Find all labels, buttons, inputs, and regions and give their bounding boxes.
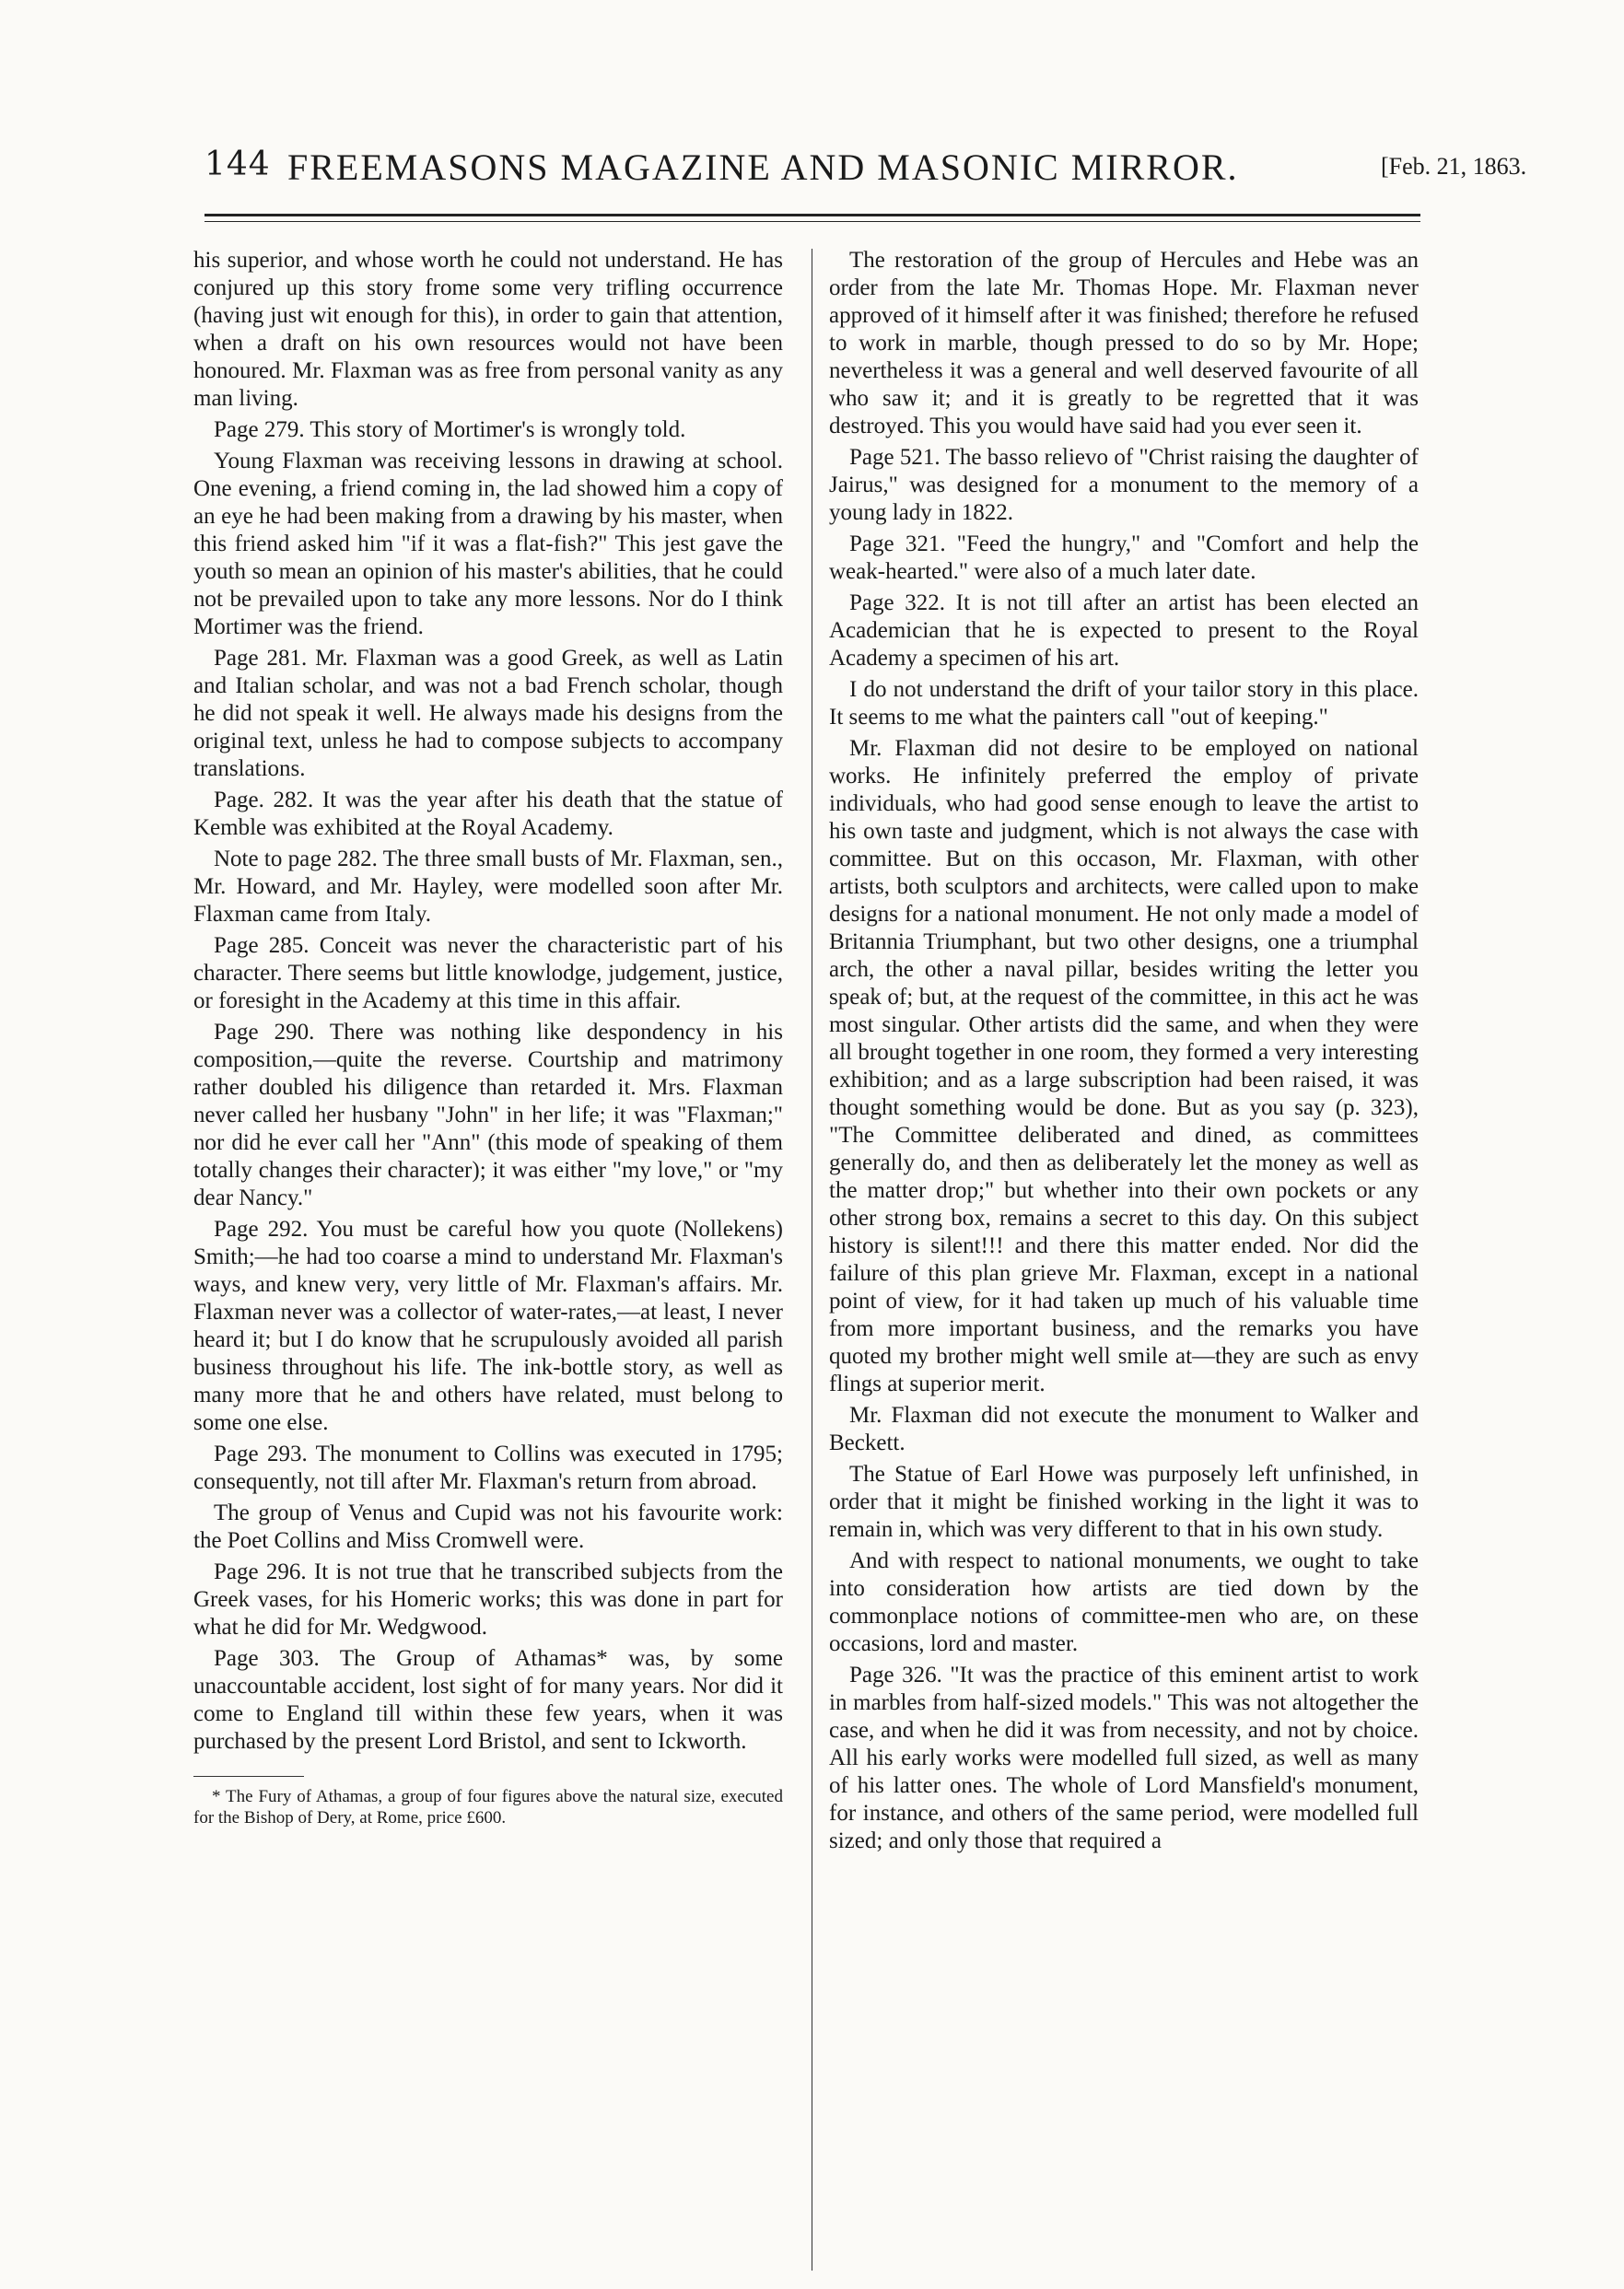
paragraph: The group of Venus and Cupid was not his favourite work: the Poet Collins and Miss Cromwell were.	[193, 1501, 783, 1553]
paragraph: Page 296. It is not true that he transcribed subjects from the Greek vases, for his Homeric works; this was done in part for what he did for Mr. Wedgwood.	[193, 1559, 783, 1640]
paragraph: Page 322. It is not till after an artist has been elected an Academician that he is expected to present to the Royal Academy a specimen of his art.	[829, 590, 1419, 671]
paragraph: Page 281. Mr. Flaxman was a good Greek, as well as Latin and Italian scholar, and was not a bad French scholar, though he did not speak it well. He always made his designs from the original text, unless he had to compose subjects to accompany translations.	[193, 646, 783, 781]
paragraph: Page. 282. It was the year after his death that the statue of Kemble was exhibited at the Royal Academy.	[193, 788, 783, 840]
left-column	[193, 247, 783, 1832]
paragraph: Page 326. "It was the practice of this eminent artist to work in marbles from half-sized models." This was not altogether the case, and when he did it was from necessity, and not by choice. All his early works were modelled full sized, as well as many of his latter ones. The whole of Lord Mansfield's monument, for instance, and others of the same period, were modelled full sized; and only those that required a	[829, 1663, 1419, 1853]
issue-date: [Feb. 21, 1863.	[1381, 153, 1527, 180]
header-rule-thick	[204, 214, 1420, 216]
page-number: 144	[204, 146, 271, 183]
paragraph: Young Flaxman was receiving lessons in drawing at school. One evening, a friend coming in, the lad showed him a copy of an eye he had been making from a drawing by his master, when this friend asked him "if it was a flat-fish?" This jest gave the youth so mean an opinion of his master's abilities, that he could not be prevailed upon to take any more lessons. Nor do I think Mortimer was the friend.	[193, 449, 783, 639]
paragraph: I do not understand the drift of your tailor story in this place. It seems to me what the painters call "out of keeping."	[829, 677, 1419, 730]
paragraph: Note to page 282. The three small busts of Mr. Flaxman, sen., Mr. Howard, and Mr. Hayley, were modelled soon after Mr. Flaxman came from Italy.	[193, 847, 783, 927]
paragraph: Page 321. "Feed the hungry," and "Comfort and help the weak-hearted." were also of a much later date.	[829, 531, 1419, 584]
paragraph: Page 279. This story of Mortimer's is wrongly told.	[214, 417, 686, 442]
footnote: * The Fury of Athamas, a group of four figures above the natural size, executed for the Bishop of Dery, at Rome, price £600.	[193, 1787, 783, 1828]
paragraph: And with respect to national monuments, we ought to take into consideration how artists are tied down by the commonplace notions of committee-men who are, on these occasions, lord and master.	[829, 1548, 1419, 1656]
paragraph: Page 290. There was nothing like despondency in his composition,—quite the reverse. Courtship and matrimony rather doubled his diligence than retarded it. Mrs. Flaxman never called her husbany "John" in her life; it was "Flaxman;" nor did he ever call her "Ann" (this mode of speaking of them totally changes their character); it was either "my love," or "my dear Nancy."	[193, 1020, 783, 1210]
paragraph: Page 285. Conceit was never the characteristic part of his character. There seems but little knowlodge, judgement, justice, or foresight in the Academy at this time in this affair.	[193, 933, 783, 1013]
footnote-rule	[193, 1776, 304, 1777]
paragraph: Mr. Flaxman did not desire to be employed on national works. He infinitely preferred the employ of private individuals, who had good sense enough to leave the artist to his own taste and judgment, which is not always the case with committee. But on this occason, Mr. Flaxman, with other artists, both sculptors and architects, were called upon to make designs for a national monument. He not only made a model of Britannia Triumphant, but two other designs, one a triumphal arch, the other a naval pillar, besides writing the letter you speak of; but, at the request of the committee, in this act he was most singular. Other artists did the same, and when they were all brought together in one room, they formed a very interesting exhibition; and as a large subscription had been raised, it was thought something would be done. But as you say (p. 323), "The Committee deliberated and dined, as committees generally do, and then as deliberately let the money as well as the matter drop;" but whether into their own pockets or any other strong box, remains a secret to this day. On this subject history is silent!!! and there this matter ended. Nor did the failure of this plan grieve Mr. Flaxman, except in a national point of view, for it had taken up much of his valuable time from more important business, and the remarks you have quoted my brother might well smile at—they are such as envy flings at superior merit.	[829, 736, 1419, 1396]
paragraph: The Statue of Earl Howe was purposely left unfinished, in order that it might be finished working in the light it was to remain in, which was very different to that in his own study.	[829, 1462, 1419, 1542]
paragraph: The restoration of the group of Hercules and Hebe was an order from the late Mr. Thomas Hope. Mr. Flaxman never approved of it himself after it was finished; therefore he refused to work in marble, though pressed to do so by Mr. Hope; nevertheless it was a general and well deserved favourite of all who saw it; and it is greatly to be regretted that it was destroyed. This you would have said had you ever seen it.	[829, 248, 1419, 438]
paragraph: Page 521. The basso relievo of "Christ raising the daughter of Jairus," was designed for a monument to the memory of a young lady in 1822.	[829, 445, 1419, 525]
paragraph: Page 292. You must be careful how you quote (Nollekens) Smith;—he had too coarse a mind to understand Mr. Flaxman's ways, and knew very, very little of Mr. Flaxman's affairs. Mr. Flaxman never was a collector of water-rates,—at least, I never heard it; but I do know that he scrupulously avoided all parish business throughout his life. The ink-bottle story, as well as many more that he and others have related, must belong to some one else.	[193, 1217, 783, 1435]
right-column	[829, 247, 1419, 1859]
paragraph: Mr. Flaxman did not execute the monument to Walker and Beckett.	[829, 1403, 1419, 1455]
paragraph: Page 303. The Group of Athamas* was, by some unaccountable accident, lost sight of for many years. Nor did it come to England till within these few years, when it was purchased by the present Lord Bristol, and sent to Ickworth.	[193, 1646, 783, 1754]
paragraph: Page 293. The monument to Collins was executed in 1795; consequently, not till after Mr. Flaxman's return from abroad.	[193, 1442, 783, 1494]
paragraph: his superior, and whose worth he could not understand. He has conjured up this story frome some very trifling occurrence (having just wit enough for this), in order to gain that attention, when a draft on his own resources would not have been honoured. Mr. Flaxman was as free from personal vanity as any man living.	[193, 248, 783, 411]
page-header	[0, 0, 1624, 188]
magazine-title: FREEMASONS MAGAZINE AND MASONIC MIRROR.	[287, 146, 1239, 188]
header-rule-thin	[204, 221, 1420, 222]
